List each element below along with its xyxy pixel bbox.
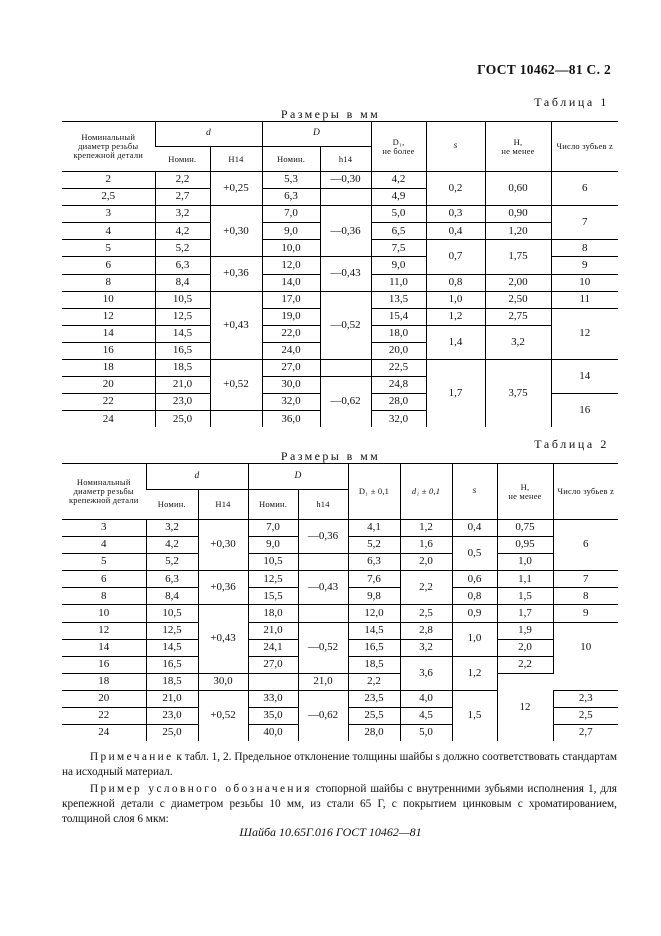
table-cell: 16 xyxy=(551,394,618,428)
t1-h-nominal-diameter: Номинальный диаметр резьбы крепежной детали xyxy=(62,122,155,172)
table-cell: 24,0 xyxy=(262,342,320,359)
table-cell: 1,4 xyxy=(426,325,485,359)
table-cell: 7,0 xyxy=(262,206,320,223)
table-cell: 19,0 xyxy=(262,308,320,325)
table-cell: 2,5 xyxy=(62,189,155,206)
table-cell: —0,43 xyxy=(298,571,348,605)
table-cell: 0,4 xyxy=(452,520,497,537)
table-cell: 4,2 xyxy=(155,223,210,240)
table-cell: 14 xyxy=(62,325,155,342)
t2-h-D-nomin: Номин. xyxy=(248,490,298,520)
table-cell: +0,43 xyxy=(210,291,262,359)
table-cell: 30,0 xyxy=(262,377,320,394)
t2-h-D1: D₁ ± 0,1 xyxy=(348,464,400,520)
table-cell: 10 xyxy=(553,622,618,673)
table-cell: 1,0 xyxy=(452,622,497,656)
table-cell: 2,5 xyxy=(553,708,618,725)
note-label: Примечание xyxy=(90,751,174,763)
designation-example xyxy=(62,782,617,827)
table-cell: 1,7 xyxy=(497,605,553,622)
table-cell: —0,30 xyxy=(320,172,371,189)
table-cell: 10 xyxy=(62,605,146,622)
table-cell: 15,4 xyxy=(371,308,426,325)
table-cell: 3,2 xyxy=(485,325,551,359)
table-cell: 6,3 xyxy=(155,257,210,274)
table-cell: 0,60 xyxy=(485,172,551,206)
t2-h-d-H14: H14 xyxy=(198,490,248,520)
table-cell: 21,0 xyxy=(146,690,198,707)
table-cell: 0,4 xyxy=(426,223,485,240)
table-cell: 6,5 xyxy=(371,223,426,240)
table-cell: 25,0 xyxy=(155,411,210,428)
table-cell: 12 xyxy=(497,673,553,741)
table-cell: 8 xyxy=(62,274,155,291)
table-cell: 16,5 xyxy=(155,342,210,359)
table-cell: 10,5 xyxy=(155,291,210,308)
table-cell: 2,75 xyxy=(485,308,551,325)
table-note xyxy=(62,750,617,780)
table-cell: 0,90 xyxy=(485,206,551,223)
table-cell: 1,2 xyxy=(452,656,497,690)
table-cell: 21,0 xyxy=(155,377,210,394)
table-cell: 2,2 xyxy=(348,673,400,690)
table-cell: 11 xyxy=(551,291,618,308)
table-cell: 9,0 xyxy=(371,257,426,274)
table-cell: 6 xyxy=(62,257,155,274)
note-text: к табл. 1, 2. Предельное отклонение толщины шайбы s должно соответствовать стандартам на исходный материал. xyxy=(62,751,617,778)
table-cell: 6,3 xyxy=(348,554,400,571)
table-cell: 1,7 xyxy=(426,360,485,428)
table-cell: 7 xyxy=(551,206,618,240)
table-cell: 17,0 xyxy=(262,291,320,308)
table-cell: 6 xyxy=(553,520,618,571)
t2-h-d: d xyxy=(146,464,248,490)
table-cell: 3,2 xyxy=(146,520,198,537)
table-cell: 18,0 xyxy=(248,605,298,622)
table-cell: —0,62 xyxy=(298,690,348,741)
table-cell: 9,0 xyxy=(262,223,320,240)
t1-h-d: d xyxy=(155,122,262,147)
table-cell: 25,5 xyxy=(348,708,400,725)
table-cell: 16,5 xyxy=(348,639,400,656)
table-cell: 18,5 xyxy=(146,673,198,690)
table-cell: 2,7 xyxy=(155,189,210,206)
table-cell: 0,5 xyxy=(452,537,497,571)
table-cell: 0,75 xyxy=(497,520,553,537)
table-cell: 2 xyxy=(62,172,155,189)
table-cell: 30,0 xyxy=(198,673,248,690)
table-cell: 12 xyxy=(551,308,618,359)
table-cell: 2,0 xyxy=(497,639,553,656)
table-cell: 1,9 xyxy=(497,622,553,639)
table-cell: 9,8 xyxy=(348,588,400,605)
table-cell xyxy=(320,189,371,206)
table-cell: 4,2 xyxy=(146,537,198,554)
table-cell xyxy=(298,605,348,622)
t2-h-d-nomin: Номин. xyxy=(146,490,198,520)
table-cell: 1,2 xyxy=(426,308,485,325)
table-cell: 4,0 xyxy=(400,690,452,707)
table-cell xyxy=(210,411,262,428)
table-cell: +0,30 xyxy=(210,206,262,257)
table-cell: 4,2 xyxy=(371,172,426,189)
table-cell: 22,5 xyxy=(371,360,426,377)
table-cell: 2,7 xyxy=(553,725,618,742)
table-cell: 9,0 xyxy=(248,537,298,554)
table-cell: 11,0 xyxy=(371,274,426,291)
t1-h-D: D xyxy=(262,122,371,147)
table-cell: +0,52 xyxy=(210,360,262,411)
table-cell: 1,2 xyxy=(400,520,452,537)
table-cell: 16 xyxy=(62,656,146,673)
table-cell: 20 xyxy=(62,377,155,394)
table-cell: 5,2 xyxy=(348,537,400,554)
table-cell: 20,0 xyxy=(371,342,426,359)
table-cell: 0,3 xyxy=(426,206,485,223)
table-cell: 2,8 xyxy=(400,622,452,639)
t1-h-H: H, не менее xyxy=(485,122,551,172)
table-cell: 21,0 xyxy=(298,673,348,690)
table-cell: 5,3 xyxy=(262,172,320,189)
table-cell: +0,52 xyxy=(198,690,248,741)
table-cell: 1,20 xyxy=(485,223,551,240)
table-cell: 18,5 xyxy=(348,656,400,673)
example-text: стопорной шайбы с внутренними зубьями исполнения 1, для крепежной детали с диаметром резьбы 10 мм, из стали 65 Г, с покрытием цинковым с хроматированием, толщиной слоя 6 мкм: xyxy=(62,783,617,825)
table-cell: —0,52 xyxy=(298,622,348,673)
table-cell: 8,4 xyxy=(155,274,210,291)
t1-h-D1: D₁, не более xyxy=(371,122,426,172)
table-cell: 4,1 xyxy=(348,520,400,537)
table-cell: 35,0 xyxy=(248,708,298,725)
table2-name: Таблица 2 xyxy=(534,437,609,451)
t2-h-d1: d₁ ± 0,1 xyxy=(400,464,452,520)
table-cell: 15,5 xyxy=(248,588,298,605)
table-cell: 2,2 xyxy=(400,571,452,605)
table-cell: 24,8 xyxy=(371,377,426,394)
table-cell: 0,8 xyxy=(452,588,497,605)
table-cell: 18 xyxy=(62,360,155,377)
table-cell: 14 xyxy=(62,639,146,656)
table-cell: 13,5 xyxy=(371,291,426,308)
table-cell: 23,0 xyxy=(155,394,210,411)
table-cell: 7,6 xyxy=(348,571,400,588)
table-cell: 23,5 xyxy=(348,690,400,707)
table-cell: 6,3 xyxy=(146,571,198,588)
table-cell: 1,0 xyxy=(497,554,553,571)
table-cell: 32,0 xyxy=(371,411,426,428)
t2-h-D-h14: h14 xyxy=(298,490,348,520)
table-cell: 22,0 xyxy=(262,325,320,342)
t1-h-D-h14: h14 xyxy=(320,147,371,172)
table-cell: 7,5 xyxy=(371,240,426,257)
table-cell: 18,0 xyxy=(371,325,426,342)
table-cell: 1,5 xyxy=(452,690,497,741)
table-cell: 23,0 xyxy=(146,708,198,725)
t1-h-D-nomin: Номин. xyxy=(262,147,320,172)
t1-h-s: s xyxy=(426,122,485,172)
t2-h-nominal-diameter: Номинальный диаметр резьбы крепежной детали xyxy=(62,464,146,520)
table-cell: 14,0 xyxy=(262,274,320,291)
table-cell: —0,43 xyxy=(320,257,371,291)
table-cell: 22 xyxy=(62,394,155,411)
table-cell: 7,0 xyxy=(248,520,298,537)
table2-units: Размеры в мм xyxy=(280,449,381,463)
table-cell: 2,3 xyxy=(553,690,618,707)
table-cell: 4,5 xyxy=(400,708,452,725)
table-cell: 24 xyxy=(62,411,155,428)
table-cell: 5 xyxy=(62,554,146,571)
table-cell: 16 xyxy=(62,342,155,359)
table-cell: 1,75 xyxy=(485,240,551,274)
table-cell: 2,00 xyxy=(485,274,551,291)
table-cell: 8,4 xyxy=(146,588,198,605)
table-cell: 3 xyxy=(62,520,146,537)
table2 xyxy=(62,463,618,741)
table-cell: 24,1 xyxy=(248,639,298,656)
table-cell: 3 xyxy=(62,206,155,223)
table-cell: 28,0 xyxy=(348,725,400,742)
table-cell: 3,6 xyxy=(400,656,452,690)
table-cell: +0,30 xyxy=(198,520,248,571)
table-cell: 6 xyxy=(551,172,618,206)
t2-h-teeth: Число зубьев z xyxy=(553,464,618,520)
table-cell: 8 xyxy=(62,588,146,605)
table-cell: 9 xyxy=(551,257,618,274)
table-cell: 18,5 xyxy=(155,360,210,377)
table-cell: 5,0 xyxy=(400,725,452,742)
table-cell: 14,5 xyxy=(155,325,210,342)
table-cell: 33,0 xyxy=(248,690,298,707)
table-cell: 36,0 xyxy=(262,411,320,428)
table-cell: —0,62 xyxy=(320,377,371,428)
table-cell: 10,5 xyxy=(248,554,298,571)
table-cell: 28,0 xyxy=(371,394,426,411)
table-cell: 21,0 xyxy=(248,622,298,639)
t1-h-d-H14: H14 xyxy=(210,147,262,172)
table-cell: 3,2 xyxy=(400,639,452,656)
table1-units: Размеры в мм xyxy=(280,107,381,121)
table-cell: 22 xyxy=(62,708,146,725)
table-cell: 14,5 xyxy=(348,622,400,639)
table-cell: 27,0 xyxy=(262,360,320,377)
table-cell: 4 xyxy=(62,537,146,554)
table-cell xyxy=(248,673,298,690)
table-cell: 5,0 xyxy=(371,206,426,223)
table-cell: 6,3 xyxy=(262,189,320,206)
table-cell: 12,0 xyxy=(262,257,320,274)
example-label: Пример условного обозначения xyxy=(90,783,312,795)
table-cell: —0,36 xyxy=(320,206,371,257)
table-cell: 2,0 xyxy=(400,554,452,571)
table1 xyxy=(62,121,618,427)
table-cell: 40,0 xyxy=(248,725,298,742)
table-cell: 0,9 xyxy=(452,605,497,622)
table-cell: 12,0 xyxy=(348,605,400,622)
table-cell: +0,43 xyxy=(198,605,248,673)
table-cell: 5 xyxy=(62,240,155,257)
table-cell: 7 xyxy=(553,571,618,588)
table-cell: 14,5 xyxy=(146,639,198,656)
table-cell: 25,0 xyxy=(146,725,198,742)
table-cell: 10 xyxy=(551,274,618,291)
table-cell: 0,95 xyxy=(497,537,553,554)
table-cell: 8 xyxy=(553,588,618,605)
table-cell: 2,5 xyxy=(400,605,452,622)
t2-h-s: s xyxy=(452,464,497,520)
t2-h-D: D xyxy=(248,464,348,490)
table-cell: 14 xyxy=(551,360,618,394)
table-cell: 12,5 xyxy=(248,571,298,588)
table-cell: 0,8 xyxy=(426,274,485,291)
table-cell xyxy=(298,554,348,571)
example-designation: Шайба 10.65Г.016 ГОСТ 10462—81 xyxy=(239,825,422,839)
table-cell: 2,50 xyxy=(485,291,551,308)
table-cell xyxy=(320,360,371,377)
table-cell: 12,5 xyxy=(146,622,198,639)
table-cell: 12,5 xyxy=(155,308,210,325)
table-cell: 5,2 xyxy=(155,240,210,257)
table-cell: —0,52 xyxy=(320,291,371,359)
table-cell: 0,2 xyxy=(426,172,485,206)
table-cell: 1,1 xyxy=(497,571,553,588)
table-cell: 6 xyxy=(62,571,146,588)
table-cell: 18 xyxy=(62,673,146,690)
table-cell: 8 xyxy=(551,240,618,257)
page-header: ГОСТ 10462—81 С. 2 xyxy=(477,62,611,77)
table-cell: 27,0 xyxy=(248,656,298,673)
table-cell: +0,36 xyxy=(198,571,248,605)
t1-h-teeth: Число зубьев z xyxy=(551,122,618,172)
t1-h-d-nomin: Номин. xyxy=(155,147,210,172)
table-cell: 10,0 xyxy=(262,240,320,257)
t2-h-H: H, не менее xyxy=(497,464,553,520)
table-cell: 10 xyxy=(62,291,155,308)
table-cell: 4,9 xyxy=(371,189,426,206)
table-cell: 3,75 xyxy=(485,360,551,428)
table-cell: 0,6 xyxy=(452,571,497,588)
table-cell: 9 xyxy=(553,605,618,622)
table-cell: 20 xyxy=(62,690,146,707)
table-cell: +0,36 xyxy=(210,257,262,291)
table-cell: 4 xyxy=(62,223,155,240)
table-cell: 12 xyxy=(62,622,146,639)
table-cell: 16,5 xyxy=(146,656,198,673)
table-cell: 10,5 xyxy=(146,605,198,622)
table-cell: 1,0 xyxy=(426,291,485,308)
table-cell: 24 xyxy=(62,725,146,742)
table-cell: 12 xyxy=(62,308,155,325)
table-cell: 3,2 xyxy=(155,206,210,223)
table-cell: 32,0 xyxy=(262,394,320,411)
table-cell: —0,36 xyxy=(298,520,348,554)
table-cell: 1,6 xyxy=(400,537,452,554)
table-cell: 1,5 xyxy=(497,588,553,605)
table-cell: 2,2 xyxy=(497,656,553,673)
table-cell: 2,2 xyxy=(155,172,210,189)
table-cell: 0,7 xyxy=(426,240,485,274)
table1-name: Таблица 1 xyxy=(534,95,609,109)
table-cell: +0,25 xyxy=(210,172,262,206)
table-cell: 5,2 xyxy=(146,554,198,571)
